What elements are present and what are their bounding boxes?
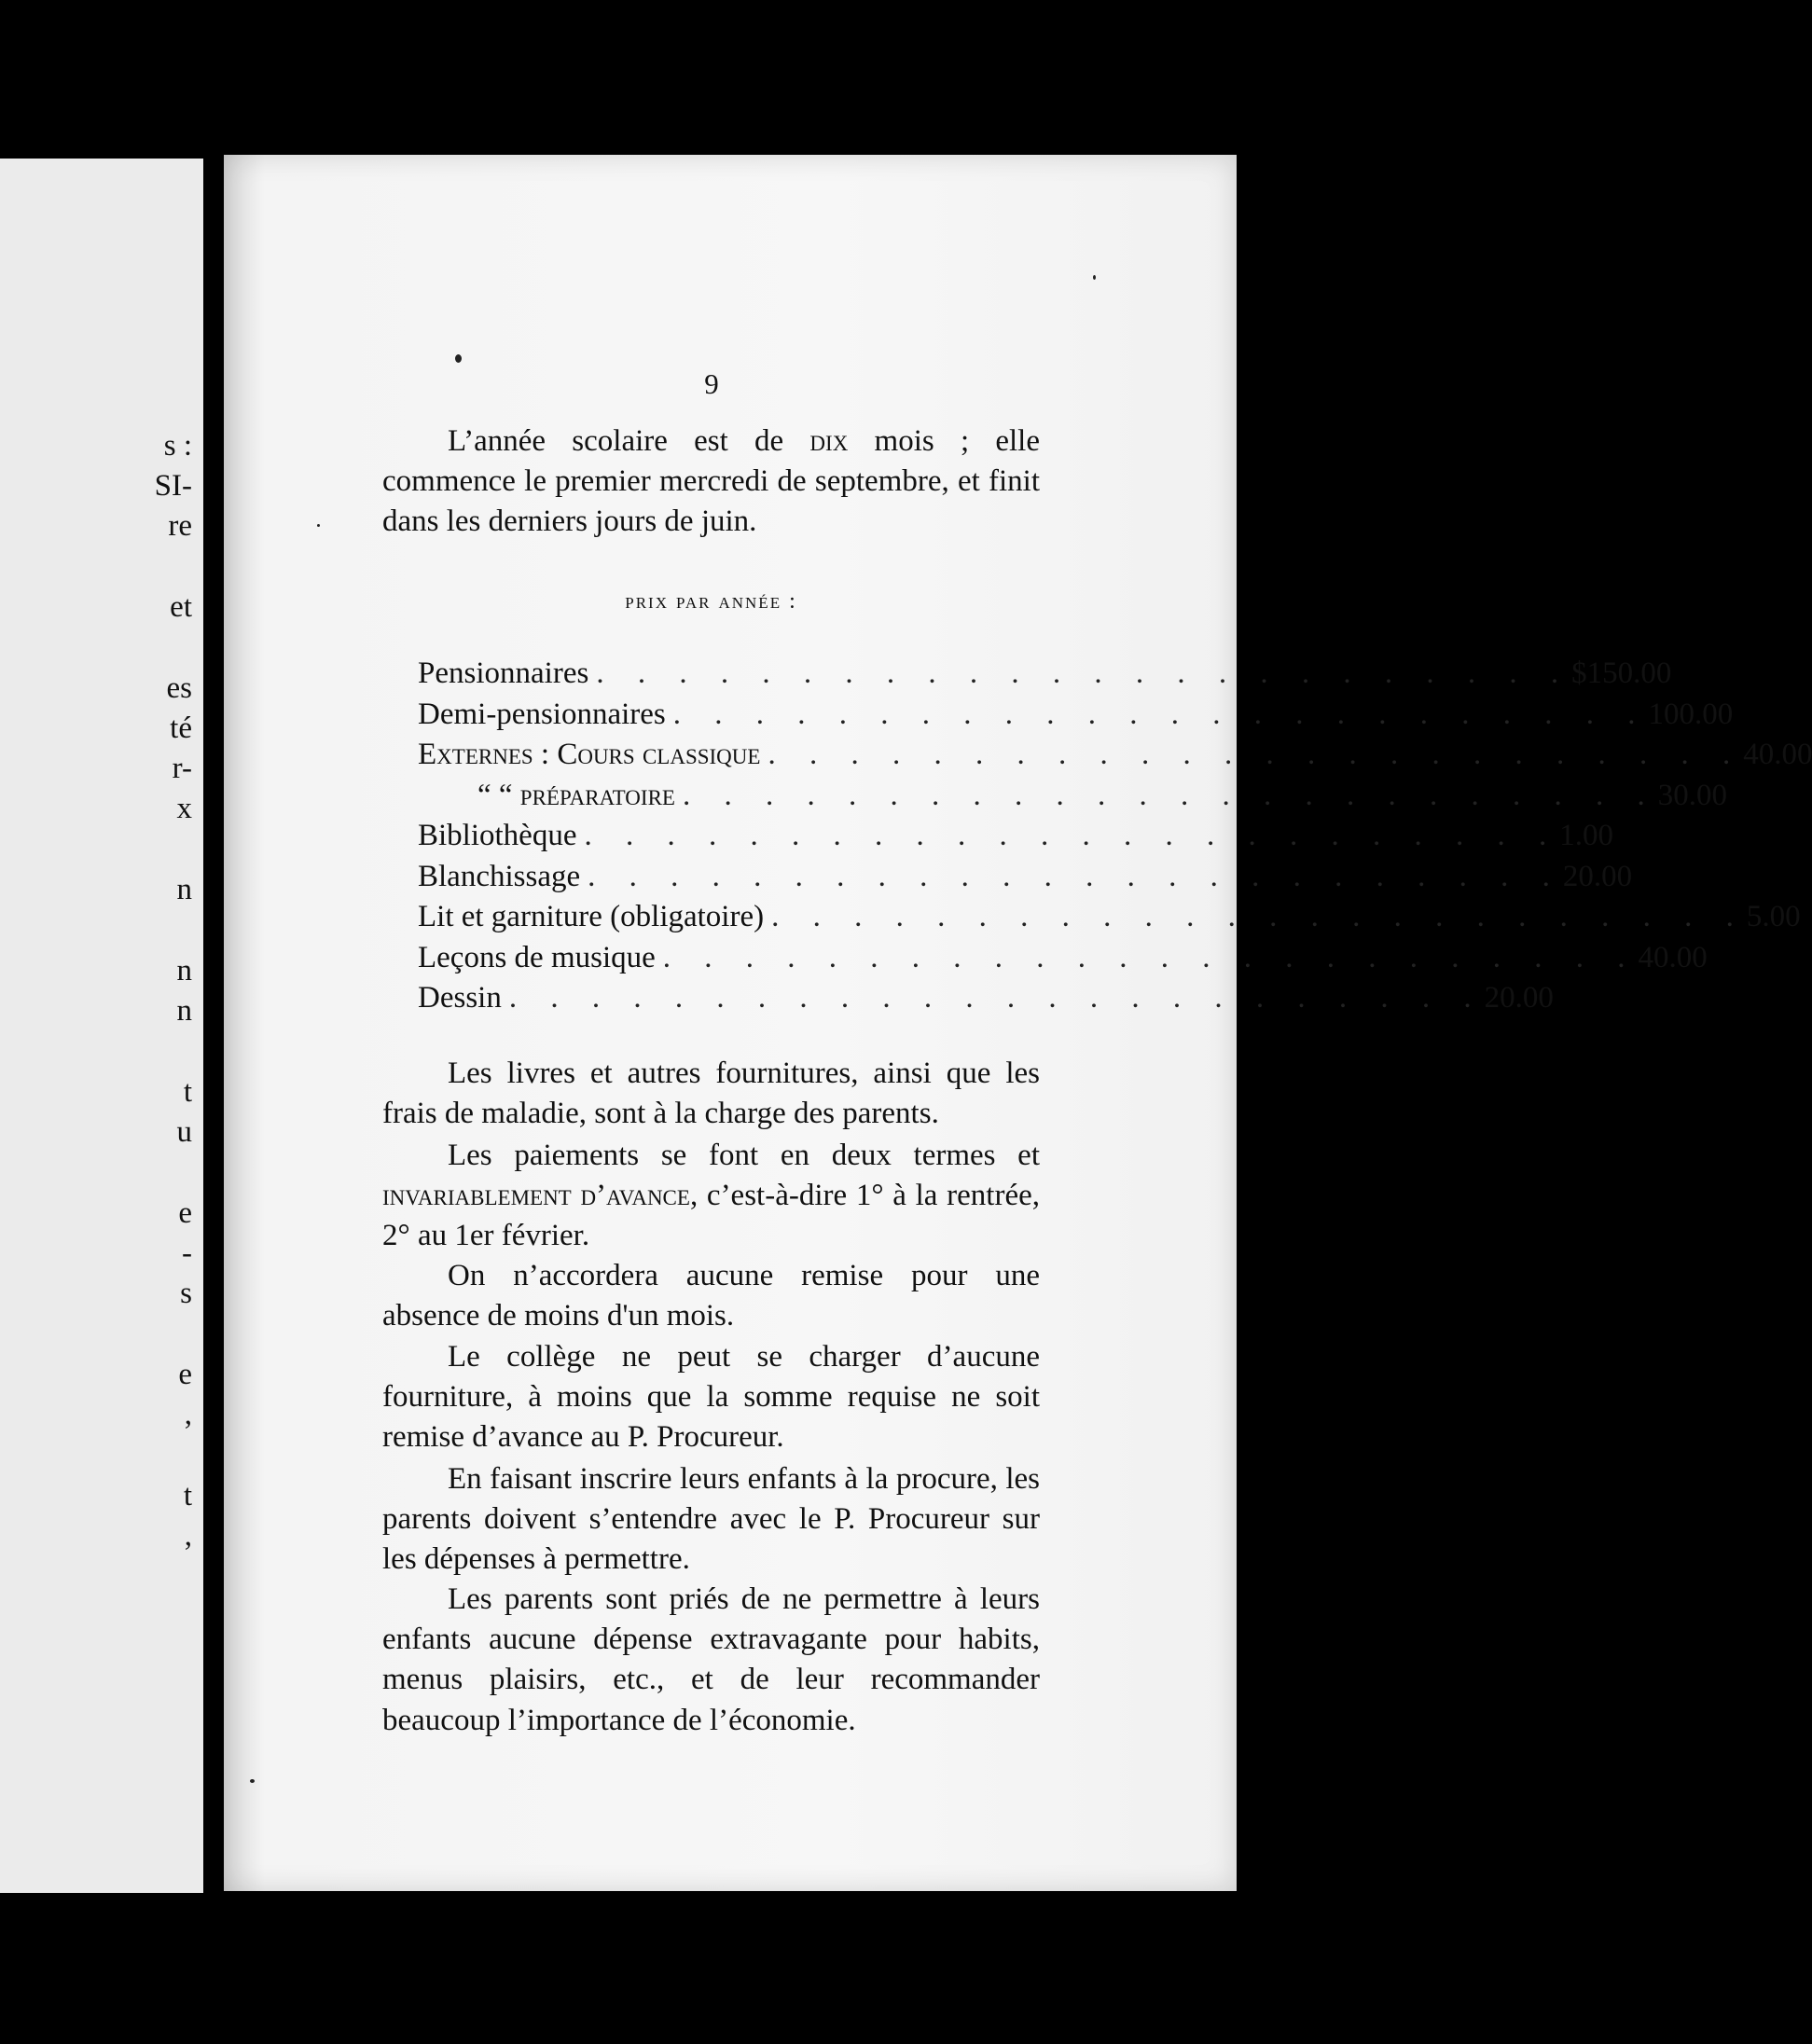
left-page-fragment: t [183, 1075, 192, 1109]
fourniture-paragraph: Le collège ne peut se charger d’aucune fourniture, à moins que la somme requise ne soit remise d’avance au P. Procureur. [382, 1340, 1040, 1455]
price-label: Bibliothèque [418, 819, 577, 852]
left-page-fragment: s [180, 1277, 192, 1310]
left-page-fragment: SI- [154, 469, 192, 503]
price-row [418, 738, 1812, 779]
dot-leader: . . . . . . . . . . . . . . . . . . . . . . . . [771, 900, 1747, 933]
price-list [418, 656, 1812, 1022]
price-label: “ “ préparatoire [477, 778, 675, 812]
price-row [418, 819, 1613, 860]
price-row [418, 778, 1727, 820]
dot-leader: . . . . . . . . . . . . . . . . . . . . . . . . [662, 940, 1639, 974]
price-row [418, 859, 1633, 901]
payments-text-start: Les paiements se font en deux termes et [448, 1139, 1040, 1172]
price-row [418, 697, 1734, 739]
left-page-fragment: e [178, 1196, 192, 1230]
price-label: Lit et garniture (obligatoire) [418, 900, 765, 933]
dot-leader: . . . . . . . . . . . . . . . . . . . . . . . . [768, 738, 1744, 771]
dot-leader: . . . . . . . . . . . . . . . . . . . . . . . . [588, 859, 1563, 893]
ink-speck [250, 1779, 255, 1783]
price-row [418, 981, 1554, 1022]
dot-leader: . . . . . . . . . . . . . . . . . . . . . . . . [682, 778, 1658, 812]
intro-text-end: mois ; elle commence le premier mercredi de septembre, et finit dans les derniers jours de juin. [382, 424, 1040, 539]
price-amount: 40.00 [1743, 738, 1812, 771]
depense-paragraph: Les parents sont priés de ne permettre à leurs enfants aucune dépense extravagante pour habits, menus plaisirs, etc., et de leur recommander beaucoup l’importance de l’économie. [382, 1582, 1040, 1737]
left-page-fragment: et [170, 590, 192, 624]
left-page-fragment: x [176, 792, 192, 825]
price-amount: 20.00 [1562, 859, 1633, 893]
books-paragraph: Les livres et autres fournitures, ainsi que les frais de maladie, sont à la charge des parents. [382, 1057, 1040, 1131]
left-page-fragment: e [178, 1358, 192, 1391]
left-page-fragment: t [183, 1479, 192, 1512]
ink-speck [455, 354, 462, 363]
price-amount: 20.00 [1484, 981, 1554, 1015]
payments-paragraph [382, 1136, 1040, 1257]
price-amount: 40.00 [1638, 940, 1708, 974]
left-page-fragment: r- [172, 752, 192, 785]
left-page-fragment: s : [163, 429, 192, 463]
left-page-fragment: , [184, 1398, 192, 1431]
price-amount: 100.00 [1648, 697, 1734, 731]
price-label: Externes : Cours classique [418, 738, 761, 771]
price-row [418, 656, 1672, 697]
dot-leader: . . . . . . . . . . . . . . . . . . . . . . . . [508, 981, 1485, 1015]
price-row [418, 940, 1708, 982]
page-number: 9 [704, 367, 719, 400]
price-row [418, 900, 1801, 941]
payments-emphasis: invariablement d’avance [382, 1179, 690, 1213]
ink-speck [317, 524, 320, 527]
left-page-fragment: té [170, 711, 192, 745]
dot-leader: . . . . . . . . . . . . . . . . . . . . . . . . [672, 697, 1649, 731]
intro-dix: dix [809, 424, 849, 458]
price-label: Leçons de musique [418, 940, 656, 974]
price-amount: 30.00 [1657, 778, 1727, 812]
left-page-fragment: re [168, 509, 192, 543]
ink-speck [1093, 275, 1096, 280]
dot-leader: . . . . . . . . . . . . . . . . . . . . . . . . [596, 656, 1572, 690]
intro-paragraph [382, 421, 1040, 543]
price-label: Dessin [418, 981, 502, 1015]
intro-text-start: L’année scolaire est de [448, 424, 810, 458]
left-page-fragment: - [182, 1236, 192, 1270]
left-page-fragment: es [166, 671, 192, 705]
price-label: Pensionnaires [418, 656, 589, 690]
price-amount: 5.00 [1746, 900, 1801, 933]
price-amount: $150.00 [1571, 656, 1672, 690]
dot-leader: . . . . . . . . . . . . . . . . . . . . . . . . [584, 819, 1560, 852]
price-heading: prix par année : [625, 589, 797, 614]
price-label: Blanchissage [418, 859, 581, 893]
left-page-fragment: , [184, 1519, 192, 1553]
remise-paragraph: On n’accordera aucune remise pour une absence de moins d'un mois. [382, 1259, 1040, 1333]
procure-paragraph: En faisant inscrire leurs enfants à la procure, les parents doivent s’entendre avec le P. Procureur sur les dépenses à permettre. [382, 1462, 1040, 1577]
left-page-fragment: n [176, 994, 192, 1028]
price-label: Demi-pensionnaires [418, 697, 666, 731]
left-page-edge [0, 159, 203, 1893]
left-page-fragment: u [176, 1115, 192, 1149]
price-amount: 1.00 [1559, 819, 1613, 852]
left-page-fragment: n [176, 873, 192, 906]
payments-text-end: , c’est-à-dire 1° à la rentrée, 2° au 1er février. [382, 1179, 1040, 1253]
left-page-fragment: n [176, 954, 192, 987]
